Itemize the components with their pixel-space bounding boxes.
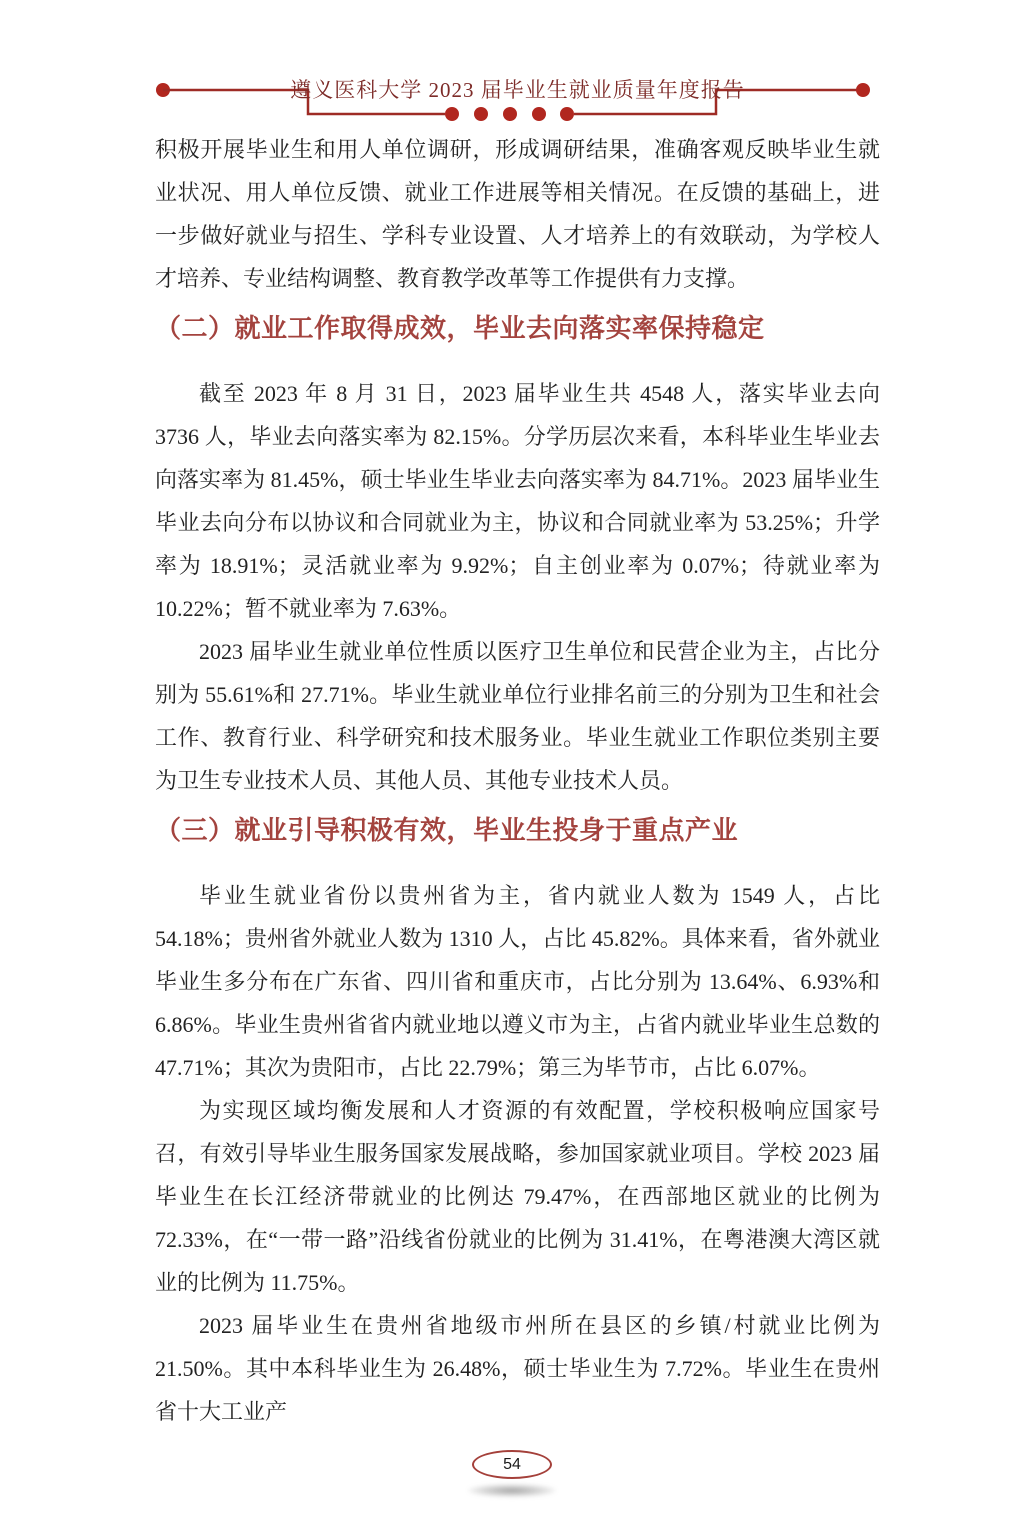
page-number-reflection <box>468 1484 556 1497</box>
paragraph-graduation-destination-rates: 截至 2023 年 8 月 31 日，2023 届毕业生共 4548 人，落实毕业去向 3736 人，毕业去向落实率为 82.15%。分学历层次来看，本科毕业生毕业去向落实率为 81.45%，硕士毕业生毕业去向落实率为 84.71%。2023 届毕业生毕业去向分布以协议和合同就业为主，协议和合同就业率为 53.25%；升学率为 18.91%；灵活就业率为 9.92%；自主创业率为 0.07%；待就业率为 10.22%；暂不就业率为 7.63%。 <box>155 381 880 621</box>
section-heading-employment-results: （二）就业工作取得成效，毕业去向落实率保持稳定 <box>155 313 765 343</box>
page-footer <box>0 1450 1024 1497</box>
report-title: 遵义医科大学 2023 届毕业生就业质量年度报告 <box>290 78 745 102</box>
page-number-badge <box>472 1450 552 1479</box>
header-dot-icon <box>560 107 574 121</box>
page-header <box>155 78 880 128</box>
header-dot-icon <box>445 107 459 121</box>
header-dot-icon <box>503 107 517 121</box>
page-content <box>0 78 1024 1433</box>
paragraph-township-village-employment: 2023 届毕业生在贵州省地级市州所在县区的乡镇/村就业比例为 21.50%。其中本科毕业生为 26.48%，硕士毕业生为 7.72%。毕业生在贵州省十大工业产 <box>155 1313 880 1424</box>
paragraph-national-strategy-regions: 为实现区域均衡发展和人才资源的有效配置，学校积极响应国家号召，有效引导毕业生服务国家发展战略，参加国家就业项目。学校 2023 届毕业生在长江经济带就业的比例达 79.47%，在西部地区就业的比例为 72.33%，在“一带一路”沿线省份就业的比例为 31.41%，在粤港澳大湾区就业的比例为 11.75%。 <box>155 1098 880 1295</box>
document-page <box>0 78 1024 1526</box>
paragraph-employment-provinces: 毕业生就业省份以贵州省为主，省内就业人数为 1549 人，占比 54.18%；贵州省外就业人数为 1310 人，占比 45.82%。具体来看，省外就业毕业生多分布在广东省、四川省和重庆市，占比分别为 13.64%、6.93%和 6.86%。毕业生贵州省省内就业地以遵义市为主，占省内就业毕业生总数的 47.71%；其次为贵阳市，占比 22.79%；第三为毕节市，占比 6.07%。 <box>155 883 880 1080</box>
page-number: 54 <box>503 1455 521 1473</box>
header-dot-icon <box>474 107 488 121</box>
header-dot-icon <box>532 107 546 121</box>
page-body <box>155 128 880 1433</box>
paragraph-employer-types: 2023 届毕业生就业单位性质以医疗卫生单位和民营企业为主，占比分别为 55.61%和 27.71%。毕业生就业单位行业排名前三的分别为卫生和社会工作、教育行业、科学研究和技术服务业。毕业生就业工作职位类别主要为卫生专业技术人员、其他人员、其他专业技术人员。 <box>155 639 880 793</box>
section-heading-employment-guidance: （三）就业引导积极有效，毕业生投身于重点产业 <box>155 815 739 845</box>
paragraph-survey-feedback: 积极开展毕业生和用人单位调研，形成调研结果，准确客观反映毕业生就业状况、用人单位反馈、就业工作进展等相关情况。在反馈的基础上，进一步做好就业与招生、学科专业设置、人才培养上的有效联动，为学校人才培养、专业结构调整、教育教学改革等工作提供有力支撑。 <box>155 137 880 291</box>
